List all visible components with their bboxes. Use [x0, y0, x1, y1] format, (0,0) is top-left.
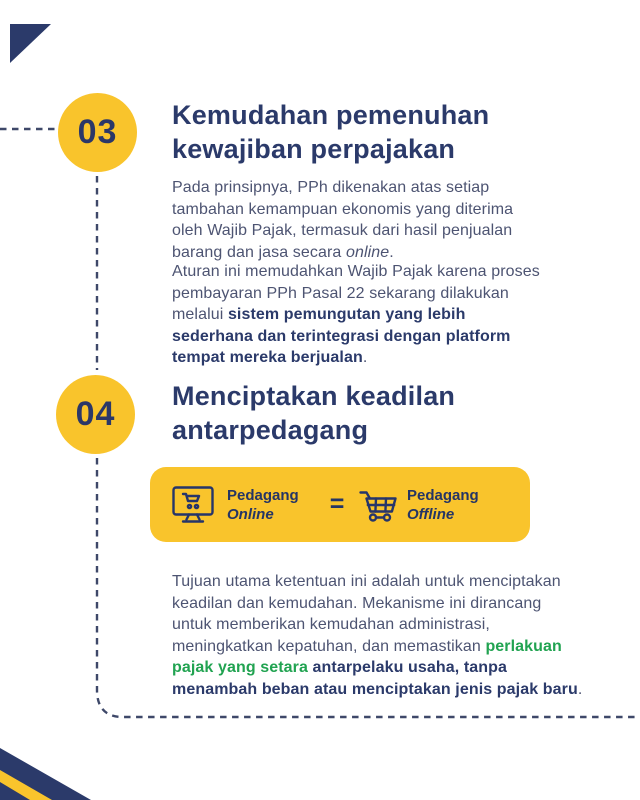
heading-line: antarpedagang	[172, 415, 369, 445]
comparison-card	[150, 467, 530, 542]
label-line: Pedagang	[407, 486, 479, 504]
step-number: 03	[77, 113, 118, 151]
label-line: Online	[227, 505, 274, 523]
text-line: tambahan kemampuan ekonomis yang diterima	[172, 200, 514, 218]
label-line: Pedagang	[227, 486, 299, 504]
corner-triangle-top-left	[10, 24, 51, 63]
corner-wedge-bottom-left	[0, 748, 91, 800]
text-line: barang dan jasa secara online.	[172, 243, 394, 261]
text-line: untuk memberikan kemudahan administrasi,	[172, 616, 490, 633]
step-number: 04	[75, 395, 116, 433]
text-line: meningkatkan kepatuhan, dan memastikan perlakuan	[172, 637, 562, 655]
text-line: Pada prinsipnya, PPh dikenakan atas setiap	[172, 179, 490, 196]
text-line: oleh Wajib Pajak, termasuk dari hasil penjualan	[172, 222, 513, 239]
label-pedagang-online	[227, 486, 299, 524]
shopping-cart-icon	[359, 487, 399, 523]
text-line: melalui sistem pemungutan yang lebih	[172, 306, 466, 323]
text-line: Aturan ini memudahkan Wajib Pajak karena proses	[172, 263, 540, 280]
text-line: pembayaran PPh Pasal 22 sekarang dilakukan	[172, 284, 509, 302]
heading-line: kewajiban perpajakan	[172, 134, 456, 164]
equals-sign: =	[329, 489, 345, 518]
text-line: sederhana dan terintegrasi dengan platform	[172, 327, 511, 345]
text-line: tempat mereka berjualan.	[172, 349, 368, 366]
text-line: Tujuan utama ketentuan ini adalah untuk menciptakan	[172, 573, 561, 590]
paragraph-principle	[172, 177, 513, 263]
label-pedagang-offline	[407, 486, 479, 524]
heading-line: Menciptakan keadilan	[172, 381, 456, 411]
text-line: menambah beban atau menciptakan jenis pajak baru.	[172, 680, 583, 698]
heading-line: Kemudahan pemenuhan	[172, 100, 490, 130]
paragraph-simplification	[172, 261, 540, 369]
monitor-cart-icon	[172, 486, 214, 524]
step-badge-04	[56, 375, 135, 454]
step-badge-03	[58, 93, 137, 172]
label-line: Offline	[407, 505, 455, 523]
section-heading-3	[172, 98, 489, 166]
section-heading-4	[172, 379, 455, 447]
paragraph-fairness	[172, 571, 582, 700]
text-line: keadilan dan kemudahan. Mekanisme ini dirancang	[172, 594, 542, 612]
text-line: pajak yang setara antarpelaku usaha, tanpa	[172, 659, 508, 676]
